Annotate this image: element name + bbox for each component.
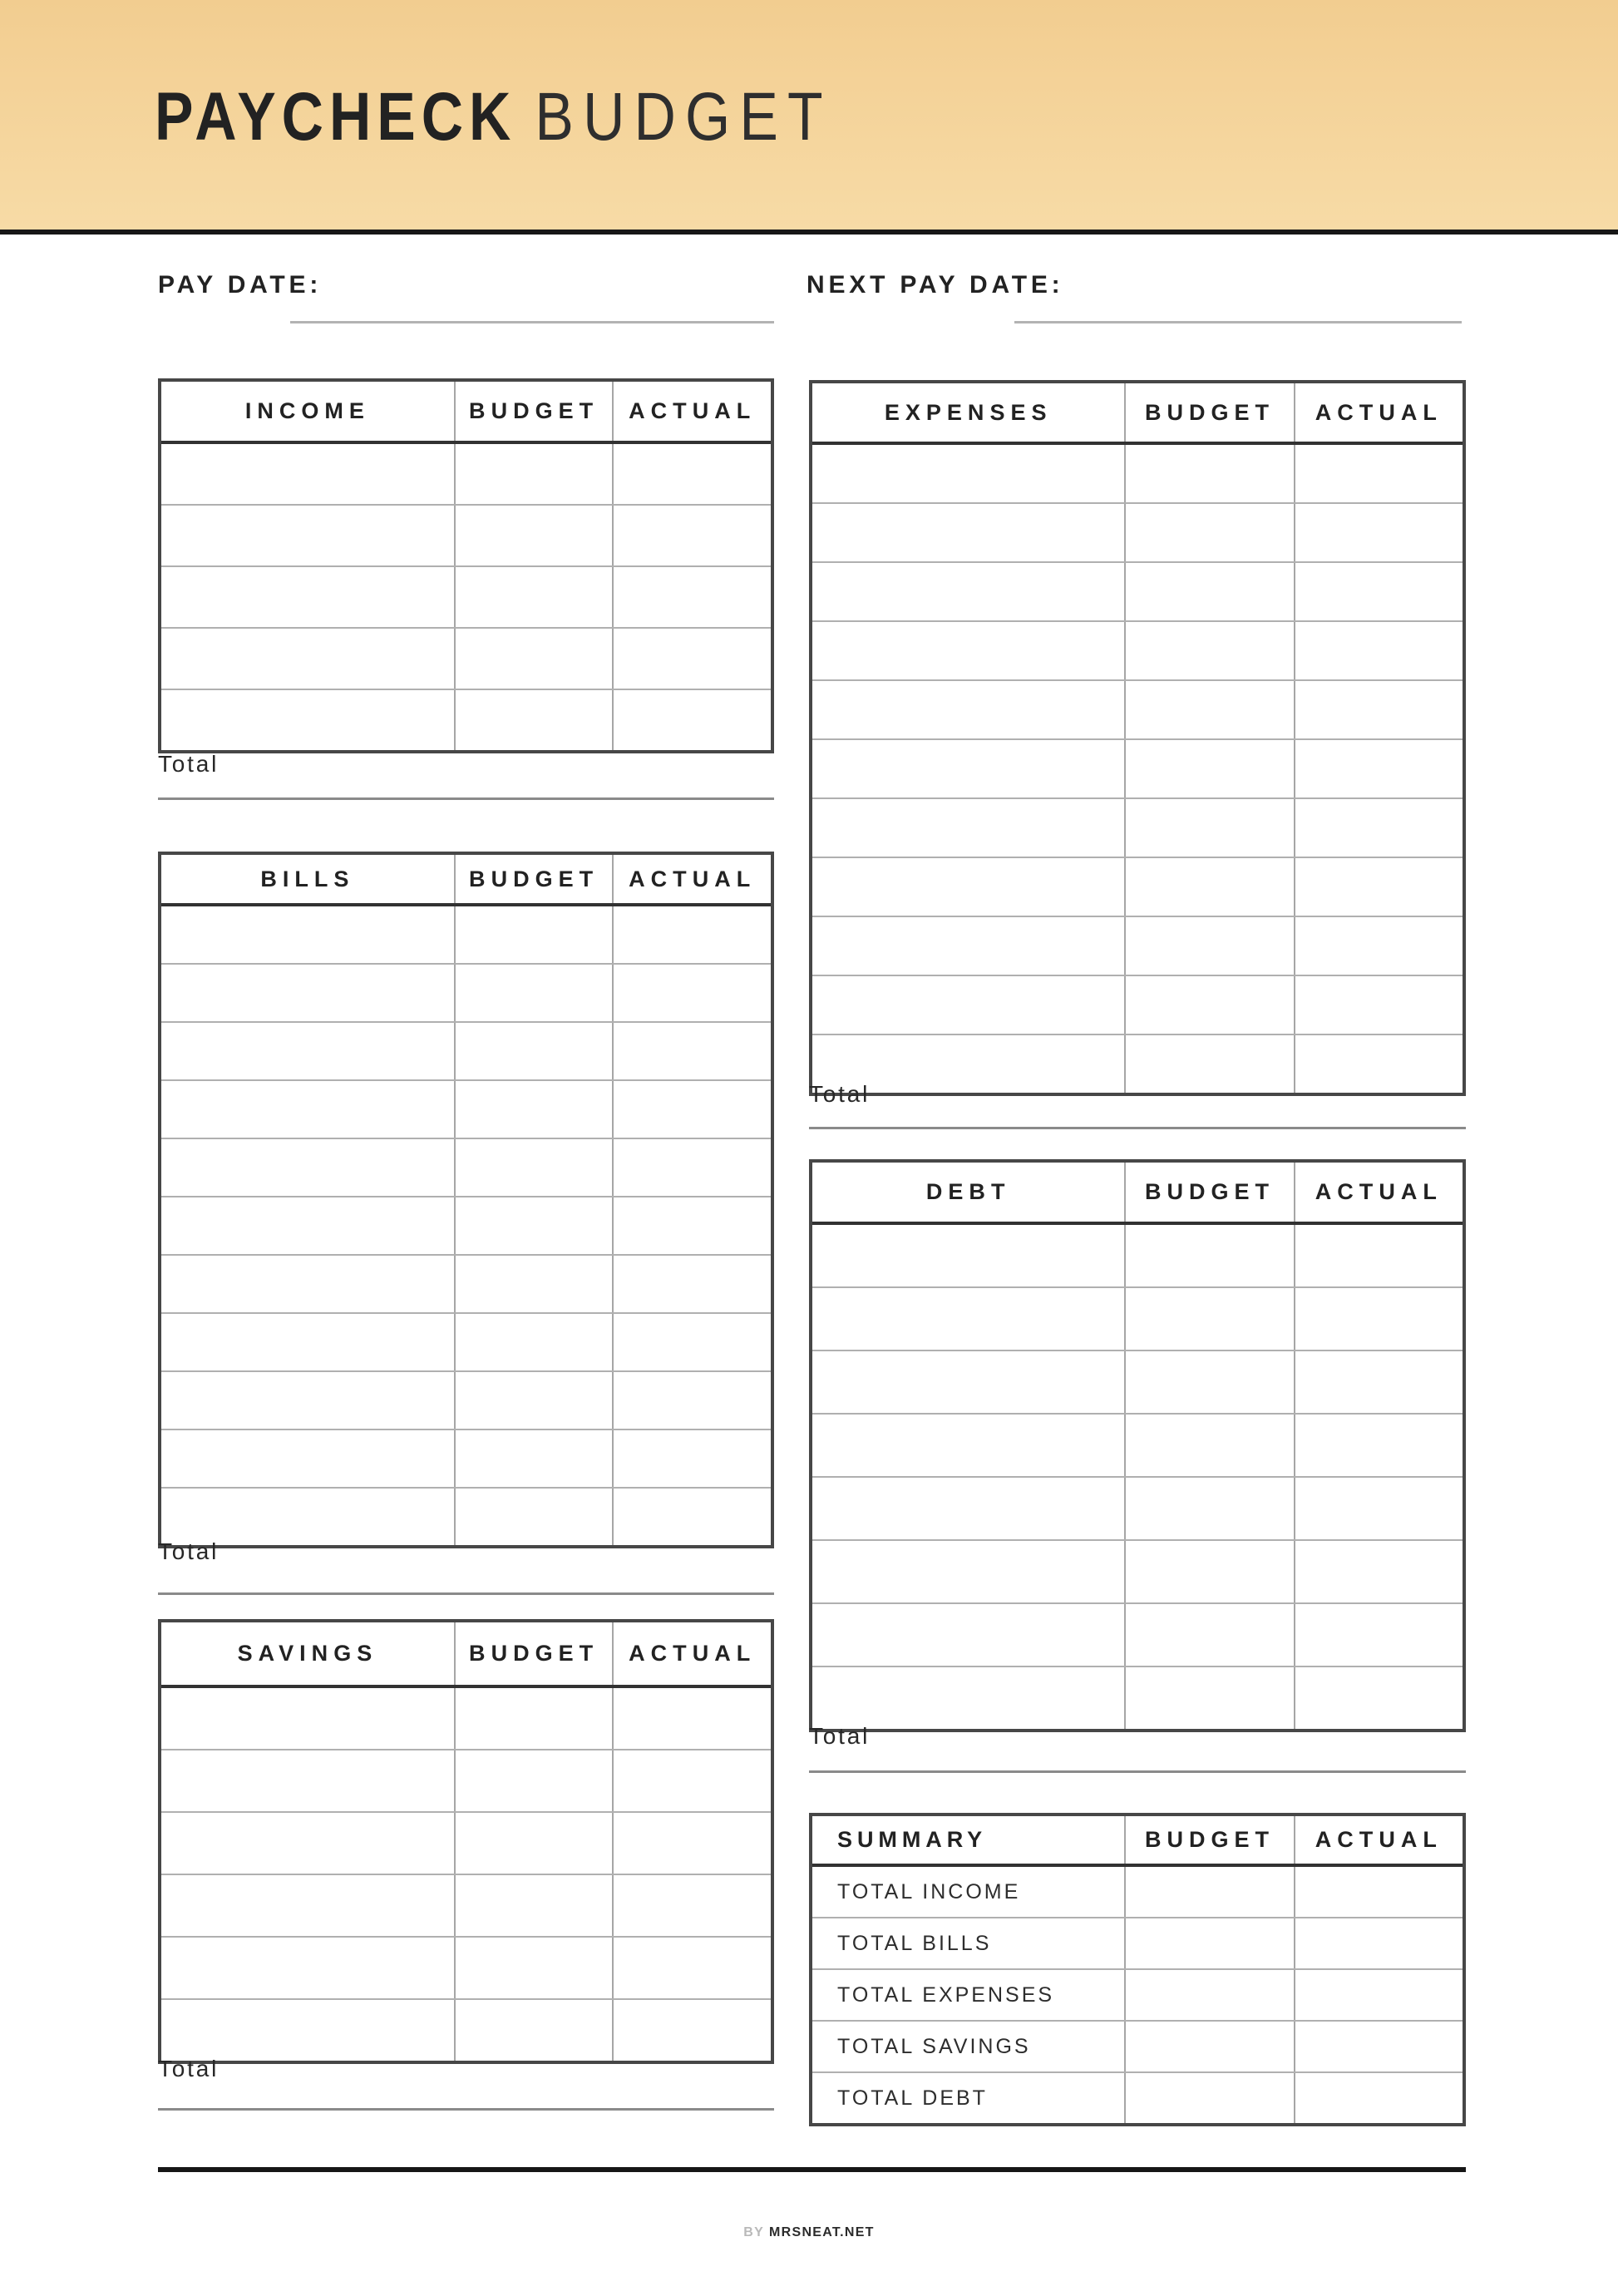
savings-blank-cell-r1-c2 xyxy=(454,1688,613,1749)
bills-row-4 xyxy=(161,1079,771,1138)
savings-blank-cell-r3-c2 xyxy=(454,1813,613,1874)
debt-blank-cell-r3-c1 xyxy=(812,1351,1124,1413)
income-blank-cell-r1-c2 xyxy=(454,444,613,504)
expenses-row-8 xyxy=(812,857,1463,916)
income-blank-cell-r4-c2 xyxy=(454,629,613,689)
expenses-blank-cell-r4-c2 xyxy=(1124,622,1293,679)
debt-blank-cell-r8-c1 xyxy=(812,1667,1124,1729)
bills-blank-cell-r5-c1 xyxy=(161,1139,454,1196)
summary-blank-cell-r1-c3 xyxy=(1294,1867,1463,1917)
debt-row-7 xyxy=(812,1602,1463,1666)
expenses-blank-cell-r8-c1 xyxy=(812,858,1124,916)
expenses-blank-cell-r1-c2 xyxy=(1124,445,1293,502)
debt-blank-cell-r8-c2 xyxy=(1124,1667,1293,1729)
income-header-income: INCOME xyxy=(244,398,370,423)
debt-blank-cell-r7-c3 xyxy=(1294,1604,1463,1666)
debt-total-label: Total xyxy=(809,1723,871,1749)
savings-blank-cell-r6-c2 xyxy=(454,2000,613,2061)
income-total-label: Total xyxy=(158,751,220,777)
savings-row-2 xyxy=(161,1749,771,1811)
expenses-blank-cell-r10-c3 xyxy=(1294,976,1463,1034)
expenses-row-3 xyxy=(812,561,1463,620)
bills-blank-cell-r2-c2 xyxy=(454,965,613,1021)
bills-row-3 xyxy=(161,1021,771,1079)
expenses-blank-cell-r5-c2 xyxy=(1124,681,1293,738)
bills-row-2 xyxy=(161,963,771,1021)
debt-blank-cell-r1-c3 xyxy=(1294,1225,1463,1286)
debt-blank-cell-r6-c3 xyxy=(1294,1541,1463,1602)
summary-row-label-total-savings: TOTAL SAVINGS xyxy=(837,2034,1031,2058)
footer-credit xyxy=(0,2225,1618,2240)
debt-row-1 xyxy=(812,1225,1463,1286)
income-blank-cell-r3-c1 xyxy=(161,567,454,627)
debt-total-write-line xyxy=(809,1770,1466,1773)
savings-row-6 xyxy=(161,1998,771,2061)
bills-header-bills: BILLS xyxy=(260,866,355,891)
debt-blank-cell-r5-c2 xyxy=(1124,1478,1293,1539)
bills-blank-cell-r9-c2 xyxy=(454,1372,613,1429)
bills-blank-cell-r10-c1 xyxy=(161,1430,454,1487)
summary-blank-cell-r4-c3 xyxy=(1294,2022,1463,2071)
bills-blank-cell-r7-c2 xyxy=(454,1256,613,1312)
savings-header-budget: BUDGET xyxy=(454,1622,613,1685)
savings-blank-cell-r5-c3 xyxy=(612,1938,771,1998)
expenses-blank-cell-r3-c2 xyxy=(1124,563,1293,620)
summary-table-header-row xyxy=(812,1816,1463,1867)
expenses-row-9 xyxy=(812,916,1463,975)
bills-blank-cell-r11-c2 xyxy=(454,1489,613,1545)
income-header-actual: ACTUAL xyxy=(612,382,771,441)
income-table-header-row xyxy=(161,382,771,444)
summary-blank-cell-r3-c2 xyxy=(1124,1970,1293,2020)
debt-blank-cell-r2-c3 xyxy=(1294,1288,1463,1350)
bills-row-5 xyxy=(161,1138,771,1196)
summary-header-actual: ACTUAL xyxy=(1294,1816,1463,1864)
savings-blank-cell-r5-c1 xyxy=(161,1938,454,1998)
income-header-budget: BUDGET xyxy=(454,382,613,441)
expenses-blank-cell-r2-c1 xyxy=(812,504,1124,561)
debt-blank-cell-r8-c3 xyxy=(1294,1667,1463,1729)
expenses-blank-cell-r3-c1 xyxy=(812,563,1124,620)
savings-blank-cell-r3-c3 xyxy=(612,1813,771,1874)
bills-blank-cell-r1-c1 xyxy=(161,906,454,963)
debt-blank-cell-r7-c2 xyxy=(1124,1604,1293,1666)
savings-header-actual: ACTUAL xyxy=(612,1622,771,1685)
bills-row-6 xyxy=(161,1196,771,1254)
debt-header-actual: ACTUAL xyxy=(1294,1163,1463,1222)
bills-blank-cell-r7-c3 xyxy=(612,1256,771,1312)
summary-row-5 xyxy=(812,2071,1463,2123)
savings-table xyxy=(158,1619,774,2064)
debt-row-8 xyxy=(812,1666,1463,1729)
debt-table xyxy=(809,1159,1466,1732)
bills-row-8 xyxy=(161,1312,771,1370)
footer-credit-brand: MRSNEAT.NET xyxy=(769,2225,875,2239)
bills-blank-cell-r2-c3 xyxy=(612,965,771,1021)
income-blank-cell-r4-c3 xyxy=(612,629,771,689)
summary-blank-cell-r5-c2 xyxy=(1124,2073,1293,2123)
expenses-header-budget: BUDGET xyxy=(1124,383,1293,442)
bills-row-11 xyxy=(161,1487,771,1545)
expenses-blank-cell-r1-c3 xyxy=(1294,445,1463,502)
savings-total-write-line xyxy=(158,2108,774,2111)
summary-row-label-total-bills: TOTAL BILLS xyxy=(837,1931,992,1955)
expenses-row-7 xyxy=(812,797,1463,857)
next-pay-date-label: NEXT PAY DATE: xyxy=(807,271,1064,299)
savings-row-1 xyxy=(161,1688,771,1749)
expenses-blank-cell-r4-c3 xyxy=(1294,622,1463,679)
savings-blank-cell-r6-c1 xyxy=(161,2000,454,2061)
expenses-blank-cell-r1-c1 xyxy=(812,445,1124,502)
income-blank-cell-r3-c3 xyxy=(612,567,771,627)
savings-header-savings: SAVINGS xyxy=(237,1641,378,1666)
bills-blank-cell-r11-c3 xyxy=(612,1489,771,1545)
income-blank-cell-r4-c1 xyxy=(161,629,454,689)
expenses-header-actual: ACTUAL xyxy=(1294,383,1463,442)
expenses-blank-cell-r9-c2 xyxy=(1124,917,1293,975)
summary-row-3 xyxy=(812,1968,1463,2020)
summary-row-label-total-debt: TOTAL DEBT xyxy=(837,2086,988,2110)
expenses-total-write-line xyxy=(809,1127,1466,1129)
expenses-blank-cell-r11-c2 xyxy=(1124,1035,1293,1093)
income-row-2 xyxy=(161,504,771,565)
expenses-row-6 xyxy=(812,738,1463,797)
expenses-blank-cell-r9-c3 xyxy=(1294,917,1463,975)
income-blank-cell-r2-c2 xyxy=(454,506,613,565)
savings-blank-cell-r1-c1 xyxy=(161,1688,454,1749)
debt-blank-cell-r4-c2 xyxy=(1124,1415,1293,1476)
debt-blank-cell-r7-c1 xyxy=(812,1604,1124,1666)
debt-blank-cell-r1-c1 xyxy=(812,1225,1124,1286)
expenses-blank-cell-r7-c1 xyxy=(812,799,1124,857)
expenses-blank-cell-r8-c2 xyxy=(1124,858,1293,916)
summary-header-budget: BUDGET xyxy=(1124,1816,1293,1864)
debt-blank-cell-r4-c3 xyxy=(1294,1415,1463,1476)
savings-row-5 xyxy=(161,1936,771,1998)
bills-blank-cell-r5-c2 xyxy=(454,1139,613,1196)
debt-row-3 xyxy=(812,1350,1463,1413)
expenses-row-11 xyxy=(812,1034,1463,1093)
debt-blank-cell-r1-c2 xyxy=(1124,1225,1293,1286)
bills-blank-cell-r8-c1 xyxy=(161,1314,454,1370)
debt-row-2 xyxy=(812,1286,1463,1350)
debt-blank-cell-r3-c3 xyxy=(1294,1351,1463,1413)
bills-blank-cell-r4-c1 xyxy=(161,1081,454,1138)
income-blank-cell-r2-c3 xyxy=(612,506,771,565)
income-row-1 xyxy=(161,444,771,504)
bills-blank-cell-r6-c3 xyxy=(612,1197,771,1254)
summary-blank-cell-r2-c3 xyxy=(1294,1918,1463,1968)
savings-blank-cell-r6-c3 xyxy=(612,2000,771,2061)
bills-table-header-row xyxy=(161,855,771,906)
bills-blank-cell-r3-c2 xyxy=(454,1023,613,1079)
bills-blank-cell-r9-c3 xyxy=(612,1372,771,1429)
summary-blank-cell-r1-c2 xyxy=(1124,1867,1293,1917)
expenses-blank-cell-r8-c3 xyxy=(1294,858,1463,916)
expenses-blank-cell-r9-c1 xyxy=(812,917,1124,975)
bottom-divider-rule xyxy=(158,2167,1466,2172)
page-title-primary: PAYCHECK xyxy=(155,79,517,155)
income-table xyxy=(158,378,774,753)
bills-blank-cell-r1-c3 xyxy=(612,906,771,963)
bills-total-label: Total xyxy=(158,1538,220,1564)
expenses-blank-cell-r7-c3 xyxy=(1294,799,1463,857)
expenses-row-4 xyxy=(812,620,1463,679)
pay-date-write-line xyxy=(290,321,774,323)
bills-blank-cell-r3-c1 xyxy=(161,1023,454,1079)
expenses-header-expenses: EXPENSES xyxy=(884,399,1053,425)
page-title-secondary: BUDGET xyxy=(535,79,832,155)
expenses-blank-cell-r4-c1 xyxy=(812,622,1124,679)
income-blank-cell-r5-c2 xyxy=(454,690,613,750)
expenses-row-5 xyxy=(812,679,1463,738)
expenses-blank-cell-r2-c3 xyxy=(1294,504,1463,561)
bills-header-budget: BUDGET xyxy=(454,855,613,903)
bills-blank-cell-r4-c2 xyxy=(454,1081,613,1138)
income-row-4 xyxy=(161,627,771,689)
expenses-blank-cell-r10-c1 xyxy=(812,976,1124,1034)
savings-blank-cell-r2-c3 xyxy=(612,1750,771,1811)
expenses-blank-cell-r10-c2 xyxy=(1124,976,1293,1034)
debt-row-6 xyxy=(812,1539,1463,1602)
debt-blank-cell-r6-c1 xyxy=(812,1541,1124,1602)
income-row-3 xyxy=(161,565,771,627)
income-total-write-line xyxy=(158,797,774,800)
debt-blank-cell-r2-c2 xyxy=(1124,1288,1293,1350)
bills-blank-cell-r1-c2 xyxy=(454,906,613,963)
expenses-blank-cell-r5-c3 xyxy=(1294,681,1463,738)
expenses-blank-cell-r2-c2 xyxy=(1124,504,1293,561)
debt-header-budget: BUDGET xyxy=(1124,1163,1293,1222)
bills-blank-cell-r5-c3 xyxy=(612,1139,771,1196)
expenses-row-2 xyxy=(812,502,1463,561)
expenses-blank-cell-r11-c3 xyxy=(1294,1035,1463,1093)
savings-blank-cell-r2-c2 xyxy=(454,1750,613,1811)
expenses-blank-cell-r5-c1 xyxy=(812,681,1124,738)
bills-blank-cell-r10-c2 xyxy=(454,1430,613,1487)
summary-blank-cell-r5-c3 xyxy=(1294,2073,1463,2123)
bills-blank-cell-r6-c2 xyxy=(454,1197,613,1254)
header-band xyxy=(0,0,1618,235)
debt-header-debt: DEBT xyxy=(925,1179,1011,1204)
income-blank-cell-r5-c1 xyxy=(161,690,454,750)
savings-blank-cell-r3-c1 xyxy=(161,1813,454,1874)
income-blank-cell-r1-c3 xyxy=(612,444,771,504)
page-title xyxy=(155,80,832,155)
savings-blank-cell-r5-c2 xyxy=(454,1938,613,1998)
debt-row-5 xyxy=(812,1476,1463,1539)
summary-blank-cell-r3-c3 xyxy=(1294,1970,1463,2020)
debt-blank-cell-r4-c1 xyxy=(812,1415,1124,1476)
bills-row-9 xyxy=(161,1370,771,1429)
debt-blank-cell-r3-c2 xyxy=(1124,1351,1293,1413)
savings-table-header-row xyxy=(161,1622,771,1688)
debt-row-4 xyxy=(812,1413,1463,1476)
bills-blank-cell-r10-c3 xyxy=(612,1430,771,1487)
bills-table xyxy=(158,852,774,1548)
bills-blank-cell-r7-c1 xyxy=(161,1256,454,1312)
savings-blank-cell-r1-c3 xyxy=(612,1688,771,1749)
expenses-table-header-row xyxy=(812,383,1463,445)
savings-row-4 xyxy=(161,1874,771,1936)
expenses-blank-cell-r3-c3 xyxy=(1294,563,1463,620)
summary-row-4 xyxy=(812,2020,1463,2071)
debt-blank-cell-r2-c1 xyxy=(812,1288,1124,1350)
summary-header-summary: SUMMARY xyxy=(837,1827,988,1852)
bills-row-7 xyxy=(161,1254,771,1312)
expenses-blank-cell-r6-c2 xyxy=(1124,740,1293,797)
expenses-blank-cell-r6-c3 xyxy=(1294,740,1463,797)
debt-blank-cell-r5-c3 xyxy=(1294,1478,1463,1539)
expenses-total-label: Total xyxy=(809,1081,871,1107)
expenses-blank-cell-r6-c1 xyxy=(812,740,1124,797)
bills-row-10 xyxy=(161,1429,771,1487)
next-pay-date-write-line xyxy=(1014,321,1462,323)
income-blank-cell-r2-c1 xyxy=(161,506,454,565)
expenses-row-1 xyxy=(812,445,1463,502)
bills-blank-cell-r9-c1 xyxy=(161,1372,454,1429)
bills-blank-cell-r11-c1 xyxy=(161,1489,454,1545)
income-blank-cell-r5-c3 xyxy=(612,690,771,750)
pay-date-label: PAY DATE: xyxy=(158,271,323,299)
savings-blank-cell-r4-c2 xyxy=(454,1875,613,1936)
savings-blank-cell-r4-c1 xyxy=(161,1875,454,1936)
debt-blank-cell-r6-c2 xyxy=(1124,1541,1293,1602)
bills-blank-cell-r6-c1 xyxy=(161,1197,454,1254)
bills-blank-cell-r4-c3 xyxy=(612,1081,771,1138)
expenses-row-10 xyxy=(812,975,1463,1034)
bills-row-1 xyxy=(161,906,771,963)
bills-blank-cell-r2-c1 xyxy=(161,965,454,1021)
summary-row-1 xyxy=(812,1867,1463,1917)
bills-header-actual: ACTUAL xyxy=(612,855,771,903)
debt-blank-cell-r5-c1 xyxy=(812,1478,1124,1539)
income-row-5 xyxy=(161,689,771,750)
footer-credit-prefix: BY xyxy=(743,2225,765,2239)
savings-blank-cell-r2-c1 xyxy=(161,1750,454,1811)
bills-blank-cell-r8-c3 xyxy=(612,1314,771,1370)
summary-blank-cell-r4-c2 xyxy=(1124,2022,1293,2071)
debt-table-header-row xyxy=(812,1163,1463,1225)
summary-row-label-total-income: TOTAL INCOME xyxy=(837,1879,1021,1903)
summary-row-label-total-expenses: TOTAL EXPENSES xyxy=(837,1982,1055,2007)
expenses-blank-cell-r7-c2 xyxy=(1124,799,1293,857)
summary-blank-cell-r2-c2 xyxy=(1124,1918,1293,1968)
income-blank-cell-r1-c1 xyxy=(161,444,454,504)
bills-blank-cell-r8-c2 xyxy=(454,1314,613,1370)
savings-row-3 xyxy=(161,1811,771,1874)
savings-blank-cell-r4-c3 xyxy=(612,1875,771,1936)
expenses-table xyxy=(809,380,1466,1096)
savings-total-label: Total xyxy=(158,2056,220,2081)
bills-blank-cell-r3-c3 xyxy=(612,1023,771,1079)
summary-row-2 xyxy=(812,1917,1463,1968)
summary-table xyxy=(809,1813,1466,2126)
bills-total-write-line xyxy=(158,1592,774,1595)
income-blank-cell-r3-c2 xyxy=(454,567,613,627)
